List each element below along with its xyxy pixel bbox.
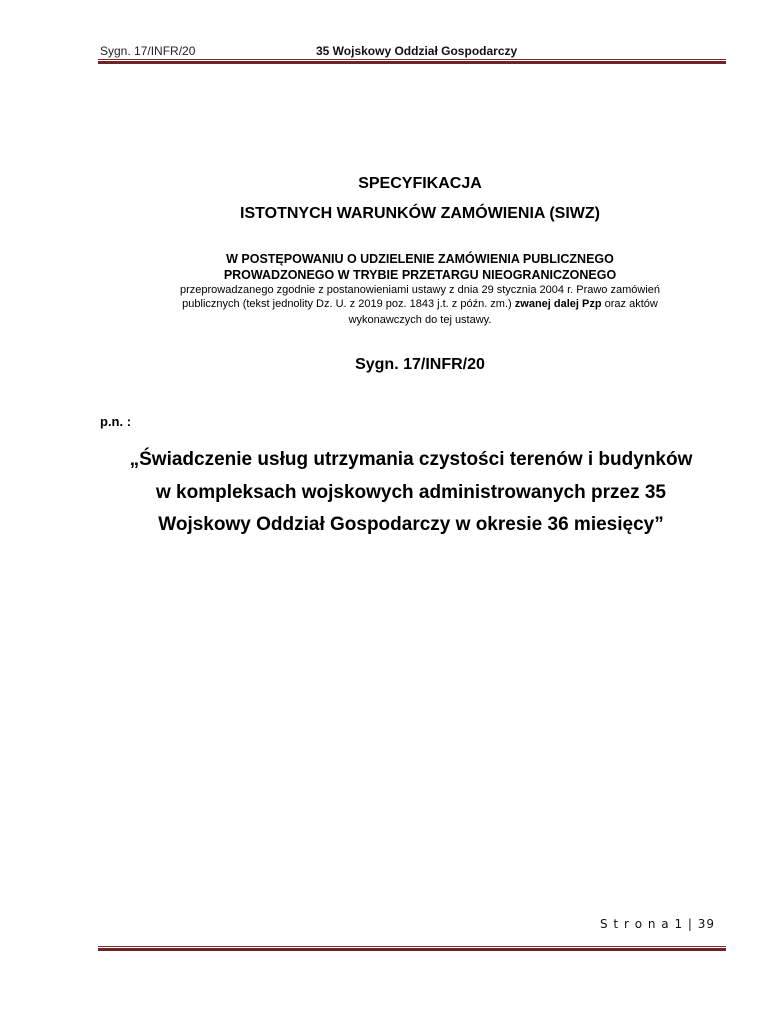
header-rule-thick <box>98 61 726 64</box>
procedure-detail-line1: przeprowadzanego zgodnie z postanowieniami ustawy z dnia 29 stycznia 2004 r. Prawo zamówień <box>180 284 660 296</box>
footer-rule-thick <box>98 948 726 951</box>
procedure-detail-line2-post: oraz aktów <box>601 298 658 310</box>
footer-rule-thin <box>98 946 726 947</box>
header-signature: Sygn. 17/INFR/20 <box>100 44 196 58</box>
procedure-heading-line2: PROWADZONEGO W TRYBIE PRZETARGU NIEOGRANICZONEGO <box>223 268 617 282</box>
procedure-heading-line1: W POSTĘPOWANIU O UDZIELENIE ZAMÓWIENIA PUBLICZNEGO <box>226 252 614 266</box>
signature-number: Sygn. 17/INFR/20 <box>355 356 485 373</box>
document-title: SPECYFIKACJA <box>358 175 482 192</box>
document-subtitle: ISTOTNYCH WARUNKÓW ZAMÓWIENIA (SIWZ) <box>240 205 600 222</box>
procedure-detail-line2-bold: zwanej dalej Pzp <box>514 298 602 310</box>
pn-label: p.n. : <box>100 414 132 429</box>
page-number: S t r o n a 1 | 39 <box>600 917 716 931</box>
procedure-detail-line2 <box>100 297 740 311</box>
subject-line2: w kompleksach wojskowych administrowanych przez 35 <box>155 482 666 503</box>
subject-line1: „Świadczenie usług utrzymania czystości terenów i budynków <box>129 449 693 470</box>
procedure-detail-line3: wykonawczych do tej ustawy. <box>348 314 492 326</box>
header-rule-thin <box>98 59 726 60</box>
procedure-detail-line2-pre: publicznych (tekst jednolity Dz. U. z 2019 poz. 1843 j.t. z późn. zm.) <box>182 298 515 310</box>
header-organization: 35 Wojskowy Oddział Gospodarczy <box>316 44 518 58</box>
subject-line3: Wojskowy Oddział Gospodarczy w okresie 36 miesięcy” <box>158 514 664 535</box>
